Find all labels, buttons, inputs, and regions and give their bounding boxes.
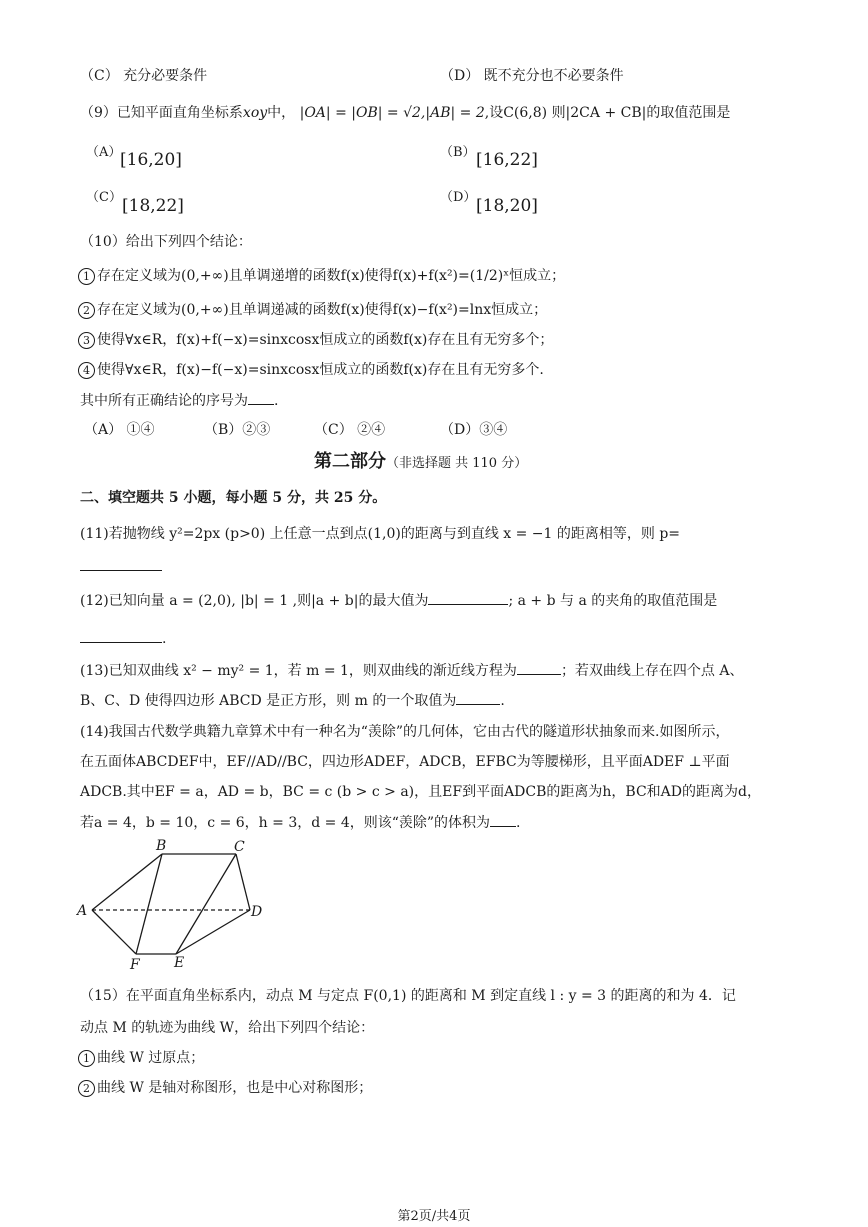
q9-cond1: |OA| = |OB| = √2 [299,105,421,121]
edge-ce [176,854,236,954]
q15-line2: 动点 M 的轨迹为曲线 W，给出下列四个结论： [80,1020,375,1036]
q13-line1: (13)已知双曲线 x² − my² = 1，若 m = 1，则双曲线的渐近线方程为 ；若双曲线上存在四个点 A、 [80,660,744,681]
q9-option-d-value: [18,20] [476,196,538,216]
edge-ed [176,910,250,954]
label-e: E [174,955,185,971]
label-d: D [251,904,263,920]
q13-line2: B、C、D 使得四边形 ABCD 是正方形，则 m 的一个取值为 . [80,690,505,711]
q9-stem: （9）已知平面直角坐标系xoy中， |OA| = |OB| = √2,|AB| = 2,设C(6,8) 则|2CA + CB|的取值范围是 [80,105,731,121]
q10-statement-2: 2 存在定义域为(0,+∞)且单调递减的函数f(x)使得f(x)−f(x²)=lnx恒成立； [78,300,547,320]
q12-blank: . [80,628,166,649]
q10-option-d: （D）③④ [440,422,508,438]
q8-option-c: （C） 充分必要条件 [80,68,208,84]
q14-line1: (14)我国古代数学典籍九章算术中有一种名为“羡除”的几何体，它由古代的隧道形状抽象而来.如图所示， [80,724,730,740]
label-c: C [234,839,245,855]
page-footer: 第2页/共4页 [397,1209,471,1224]
q10-option-a: （A） ①④ [84,422,155,438]
q9-option-c-value: [18,22] [122,196,184,216]
edge-cd [236,854,250,910]
q9-option-d: （D） [440,190,477,205]
q10-statement-3: 3 使得∀x∈R，f(x)+f(−x)=sinxcosx恒成立的函数f(x)存在且有无穷多个； [78,330,553,350]
edge-bf [136,854,162,954]
q11-blank [80,556,162,577]
q9-option-a: （A） [86,145,122,160]
section2-heading: 二、填空题共 5 小题，每小题 5 分，共 25 分。 [80,490,387,506]
q8-option-d: （D） 既不充分也不必要条件 [440,68,624,84]
q10-statement-1: 1 存在定义域为(0,+∞)且单调递增的函数f(x)使得f(x)+f(x²)=(1/2)ˣ恒成立； [78,266,565,286]
q14-figure [70,836,280,976]
label-f: F [130,957,140,973]
q10-ask: 其中所有正确结论的序号为 . [80,390,278,411]
q15-line1: （15）在平面直角坐标系内，动点 M 与定点 F(0,1) 的距离和 M 到定直线 l : y = 3 的距离的和为 4．记 [80,988,736,1004]
label-b: B [156,838,167,854]
edge-ab [92,854,162,910]
label-a: A [77,903,88,919]
q14-line4: 若a = 4，b = 10，c = 6，h = 3，d = 4，则该“羡除”的体积为 . [80,812,521,833]
part2-heading: 第二部分（非选择题 共 110 分） [314,451,528,472]
q14-line3: ADCB.其中EF = a，AD = b，BC = c (b > c > a)，且EF到平面ADCB的距离为h，BC和AD的距离为d， [80,784,761,800]
q14-line2: 在五面体ABCDEF中，EF//AD//BC，四边形ADEF，ADCB，EFBC为等腰梯形，且平面ADEF ⊥平面 [80,754,730,770]
q9-option-b-value: [16,22] [476,150,538,170]
q10-option-b: （B）②③ [204,422,271,438]
edge-af [92,910,136,954]
q9-option-a-value: [16,20] [120,150,182,170]
q15-statement-2: 2 曲线 W 是轴对称图形，也是中心对称图形； [78,1078,372,1098]
q11-text: (11)若抛物线 y²=2px (p>0) 上任意一点到点(1,0)的距离与到直线 x = −1 的距离相等，则 p= [80,526,681,542]
q9-option-c: （C） [86,190,122,205]
q15-statement-1: 1 曲线 W 过原点； [78,1048,204,1068]
q10-statement-4: 4 使得∀x∈R，f(x)−f(−x)=sinxcosx恒成立的函数f(x)存在且有无穷多个. [78,360,544,380]
q10-stem: （10）给出下列四个结论： [80,234,252,250]
q12-text: (12)已知向量 a = (2,0), |b| = 1 ,则|a + b|的最大值为 ; a + b 与 a 的夹角的取值范围是 [80,590,717,611]
q10-option-c: （C） ②④ [314,422,386,438]
q9-option-b: （B） [440,145,476,160]
